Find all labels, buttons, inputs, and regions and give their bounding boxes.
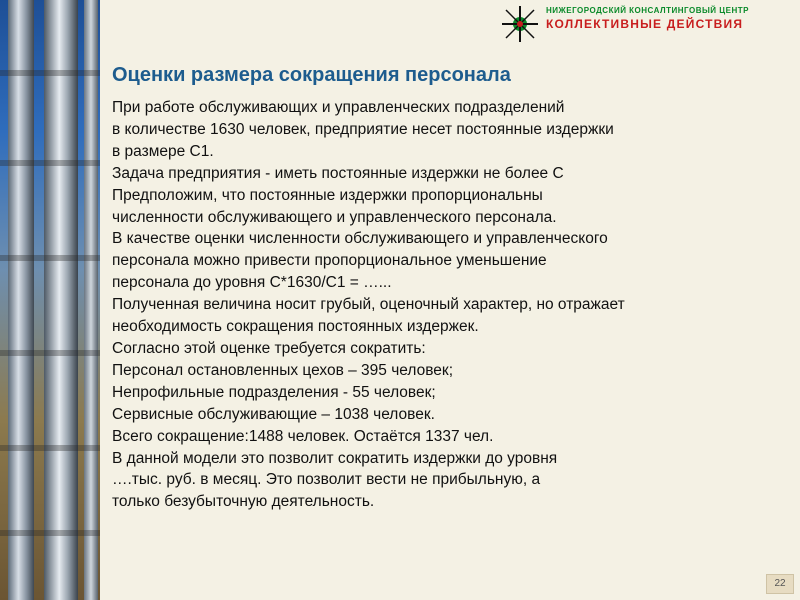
body-line: только безубыточную деятельность.	[112, 493, 375, 511]
column-ring	[0, 255, 100, 261]
column-ring	[0, 70, 100, 76]
column-shape	[84, 0, 98, 600]
slide-title: Оценки размера сокращения персонала	[112, 64, 511, 86]
body-line: Полученная величина носит грубый, оценочный характер, но отражает	[112, 296, 625, 314]
body-line: Сервисные обслуживающие – 1038 человек.	[112, 405, 435, 423]
body-line: В данной модели это позволит сократить издержки до уровня	[112, 449, 558, 467]
org-name-line1: НИЖЕГОРОДСКИЙ КОНСАЛТИНГОВЫЙ ЦЕНТР	[546, 6, 749, 15]
body-line: Всего сокращение:1488 человек. Остаётся 1337 чел.	[112, 427, 494, 445]
consulting-center-logo-icon	[496, 4, 544, 44]
body-line: в размере С1.	[112, 142, 214, 160]
column-ring	[0, 350, 100, 356]
body-line: в количестве 1630 человек, предприятие несет постоянные издержки	[112, 120, 614, 138]
body-line: В качестве оценки численности обслуживающего и управленческого	[112, 230, 608, 248]
body-line: персонала до уровня С*1630/С1 = …...	[112, 274, 392, 292]
body-line: ….тыс. руб. в месяц. Это позволит вести не прибыльную, а	[112, 471, 541, 489]
slide-body-text	[112, 97, 792, 513]
column-shape	[8, 0, 34, 600]
industrial-columns-photo	[0, 0, 100, 600]
column-ring	[0, 445, 100, 451]
body-line: Персонал остановленных цехов – 395 человек;	[112, 361, 454, 379]
body-line: При работе обслуживающих и управленческих подразделений	[112, 99, 565, 116]
column-shape	[44, 0, 78, 600]
column-ring	[0, 530, 100, 536]
body-line: Предположим, что постоянные издержки пропорциональны	[112, 186, 543, 204]
body-line: необходимость сокращения постоянных издержек.	[112, 318, 479, 336]
body-line: Непрофильные подразделения - 55 человек;	[112, 383, 436, 401]
column-ring	[0, 160, 100, 166]
body-line: Задача предприятия - иметь постоянные издержки не более С	[112, 164, 564, 182]
org-name-line2: КОЛЛЕКТИВНЫЕ ДЕЙСТВИЯ	[546, 17, 744, 31]
body-line: персонала можно привести пропорциональное уменьшение	[112, 252, 547, 270]
body-line: численности обслуживающего и управленческого персонала.	[112, 208, 557, 226]
body-line: Согласно этой оценке требуется сократить:	[112, 339, 426, 357]
page-number: 22	[766, 574, 794, 594]
